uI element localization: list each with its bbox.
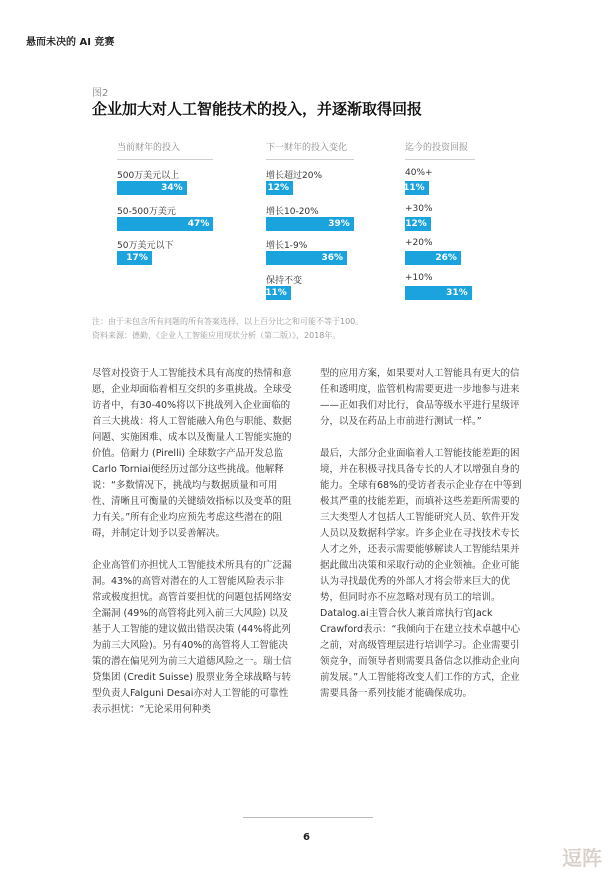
bar — [266, 181, 293, 195]
figure-title: 企业加大对人工智能技术的投入，并逐渐取得回报 — [92, 100, 423, 118]
bar-category-label: 50-500万美元 — [117, 207, 176, 217]
body-paragraph: 企业高管们亦担忧人工智能技术所具有的广泛漏洞。43%的高管对潜在的人工智能风险表示非常或极度担忧。高管首要担忧的问题包括网络安全漏洞 (49%的高管将此列入前三大风险) 以及基于人工智能的建议做出错误决策 (44%将此列为前三大风险)。另有40%的高管将人工智能决策的潜在偏见列为前三大道德风险之一。瑞士信贷集团 (Credit Suisse) 股票业务全球战略与转型负责人Falguni Desai亦对人工智能的可靠性表示担忧：“无论采用何种类 — [92, 560, 292, 715]
chart-row — [405, 238, 457, 263]
chart-panel-current-investment — [117, 140, 213, 263]
panel-heading: 下一财年的投入变化 — [266, 140, 354, 160]
chart-row — [265, 273, 303, 298]
bar — [266, 286, 291, 300]
bar-value-label: 39% — [328, 219, 350, 229]
bar — [117, 251, 152, 265]
chart-row — [266, 168, 323, 193]
bar-value-label: 36% — [321, 253, 343, 263]
figure-label: 图2 — [92, 88, 109, 99]
bar-category-label: 增长超过20% — [266, 171, 323, 181]
bar-value-label: 12% — [267, 183, 289, 193]
chart-panel-next-year-change — [265, 140, 354, 298]
body-left-column — [92, 366, 292, 734]
bar-category-label: +20% — [405, 238, 433, 248]
chart-row — [117, 238, 174, 263]
bar-category-label: 增长10-20% — [266, 207, 319, 217]
bar-value-label: 12% — [405, 219, 427, 229]
bar — [405, 181, 429, 195]
body-right-column — [320, 366, 524, 718]
bar — [405, 286, 472, 300]
bar-value-label: 31% — [446, 288, 468, 298]
bar-category-label: 40%+ — [405, 168, 433, 178]
body-paragraph: 最后，大部分企业面临着人工智能技能差距的困境，并在积极寻找具备专长的人才以增强自身的能力。全球有68%的受访者表示企业存在中等到极其严重的技能差距，而填补这些差距所需要的三大类型人才包括人工智能研究人员、软件开发人员以及数据科学家。许多企业在寻找技术专长人才之外，还表示需要能够解读人工智能结果并据此做出决策和采取行动的企业领袖。企业可能认为寻找最优秀的外部人才将会带来巨大的优势，但同时亦不应忽略对现有员工的培训。Datalog.ai主管合伙人兼首席执行官Jack Crawford表示：“我倾向于在建立技术卓越中心之前，对高级管理层进行培训学习。企业需要引领竞争，而领导者则需要具备信念以推动企业向前发展。”人工智能将改变人们工作的方式，企业需要具备一系列技能才能确保成功。 — [320, 448, 522, 699]
bar-value-label: 26% — [435, 253, 457, 263]
panel-heading: 当前财年的投入 — [117, 140, 213, 160]
figure-notes — [92, 315, 363, 343]
figure-source: 资料来源：德勤，《企业人工智能应用现状分析（第二版）》，2018年。 — [92, 331, 341, 340]
chart-row — [117, 168, 183, 193]
bar — [117, 181, 187, 195]
bar-value-label: 11% — [265, 288, 287, 298]
bar-category-label: 增长1-9% — [266, 241, 308, 251]
bar-category-label: +10% — [405, 273, 433, 283]
bar — [266, 217, 354, 231]
bar-category-label: +30% — [405, 204, 433, 214]
body-paragraph: 尽管对投资于人工智能技术具有高度的热情和意愿，企业却面临着相互交织的多重挑战。全球受访者中，有30-40%将以下挑战列入企业面临的首三大挑战：将人工智能融入角色与职能、数据问题、实施困难、成本以及衡量人工智能实施的价值。倍耐力 (Pirelli) 全球数字产品开发总监Carlo Torniai便经历过部分这些挑战。他解释说：“多数情况下，挑战均与数据质量和可用性、清晰且可衡量的关键绩效指标以及变革的阻力有关。”所有企业均应预先考虑这些潜在的阻碍，并制定计划予以妥善解决。 — [92, 368, 292, 539]
panel-heading: 迄今的投资回报 — [405, 140, 475, 160]
bar-category-label: 500万美元以上 — [117, 171, 180, 181]
figure-note: 注：由于未包含所有问题的所有答案选择，以上百分比之和可能不等于100。 — [92, 317, 364, 326]
bar — [405, 217, 431, 231]
header-title: 悬而未决的 AI 竞赛 — [26, 37, 115, 48]
page-number: 6 — [303, 832, 310, 843]
bar-value-label: 17% — [126, 253, 148, 263]
bar-value-label: 47% — [187, 219, 210, 229]
bar-category-label: 保持不变 — [266, 276, 303, 286]
chart-row — [405, 204, 433, 229]
chart-row — [117, 204, 210, 229]
bar — [405, 251, 461, 265]
chart-row — [403, 168, 433, 193]
chart-row — [405, 273, 468, 298]
chart-row — [266, 204, 350, 229]
watermark: 逗阵 — [562, 846, 602, 870]
bar-value-label: 34% — [161, 183, 183, 193]
bar — [266, 251, 347, 265]
bar-value-label: 11% — [403, 183, 425, 193]
bar — [117, 217, 213, 231]
body-paragraph: 型的应用方案，如果要对人工智能具有更大的信任和透明度，监管机构需要更进一步地参与进来——正如我们对比行，食品等级水平进行星级评分，以及在药品上市前进行测试一样。” — [320, 368, 520, 427]
bar-category-label: 50万美元以下 — [117, 241, 174, 251]
footer-divider — [243, 817, 373, 818]
chart-panel-roi — [403, 140, 475, 298]
chart-row — [266, 238, 343, 263]
